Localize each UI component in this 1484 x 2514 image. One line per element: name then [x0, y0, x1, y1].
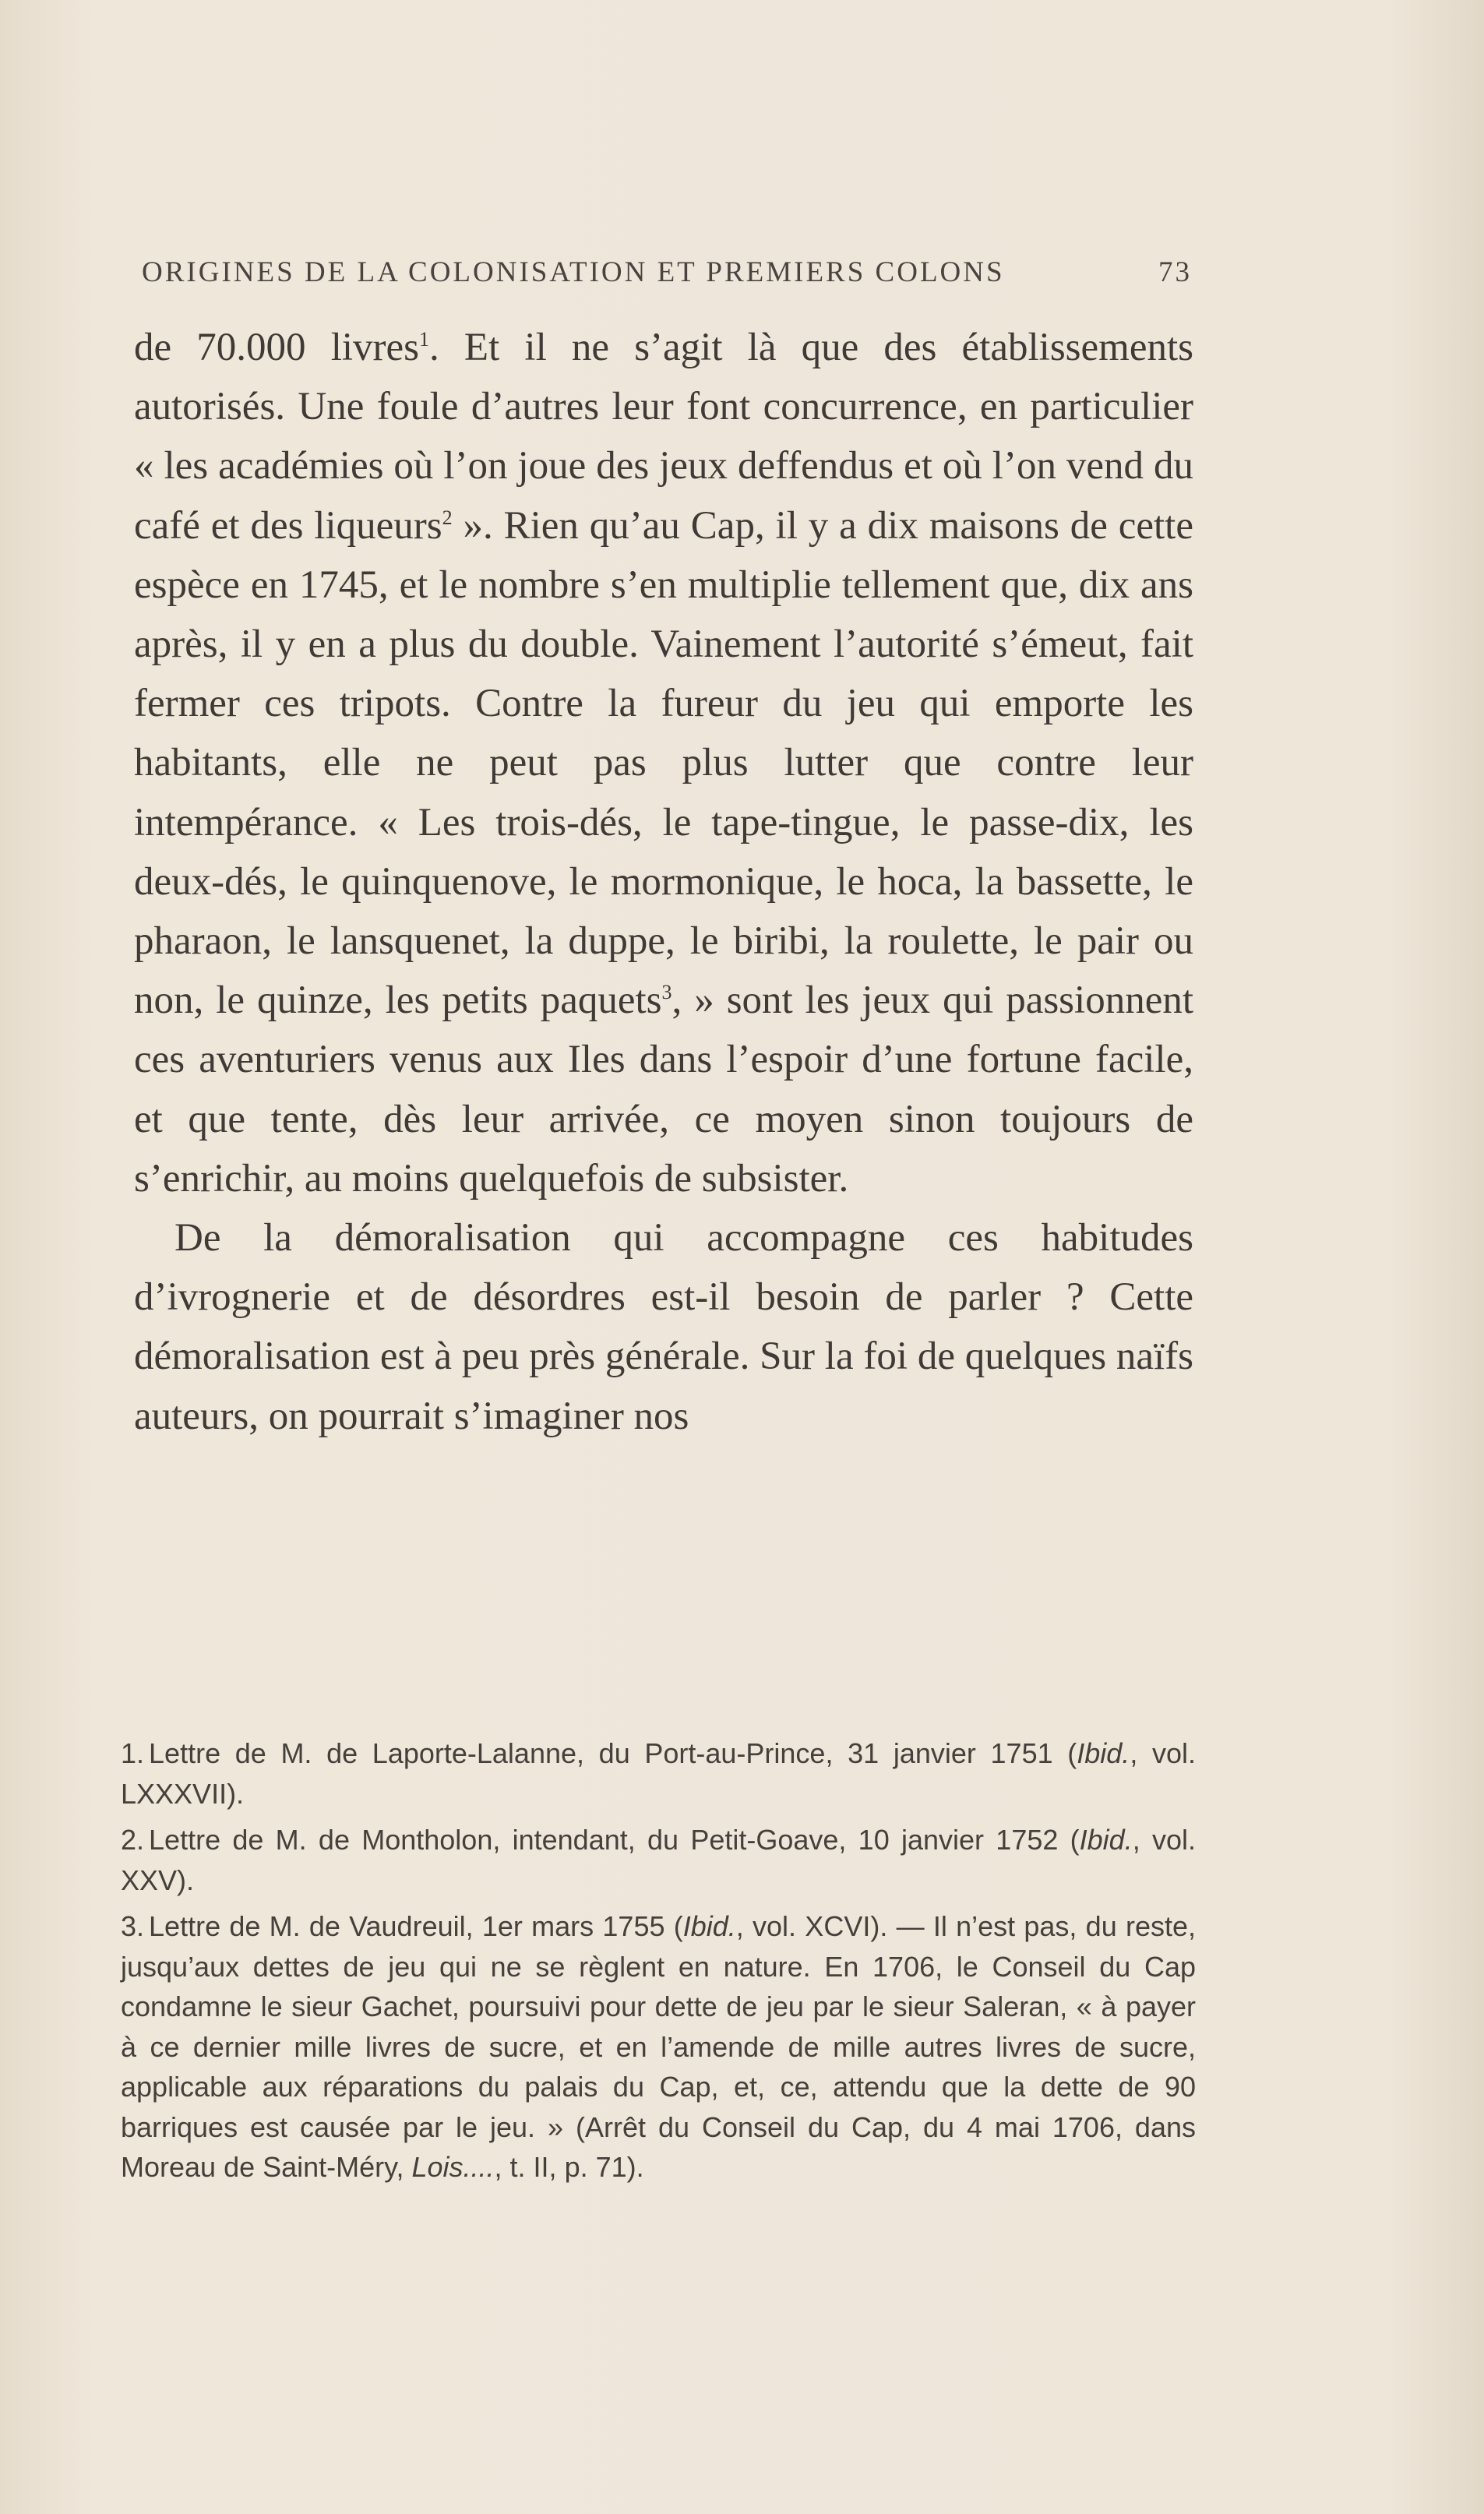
- footnote-2: [121, 1820, 1196, 1900]
- paragraph-1: [134, 318, 1193, 1208]
- footnote-text: Lettre de M. de Montholon, intendant, du Petit-Goave, 10 janvier 1752 (: [149, 1824, 1080, 1856]
- footnote-ref-3: 3: [661, 981, 672, 1004]
- footnote-ref-1: 1: [419, 328, 430, 351]
- footnote-1: [121, 1733, 1196, 1814]
- paragraph-1-part-3: ». Rien qu’au Cap, il y a dix maisons de cette espèce en 1745, et le nombre s’en multiplie tellement que, dix ans après, il y en a plus du double. Vainement l’autorité s’émeut, fait fermer ces tripots. Contre la fureur du jeu qui emporte les habitants, elle ne peut pas plus lutter que contre leur intempérance. « Les trois-dés, le tape-tingue, le passe-dix, les deux-dés, le quinquenove, le mormonique, le hoca, la bassette, le pharaon, le lansquenet, la duppe, le biribi, la roulette, le pair ou non, le quinze, les petits paquets: [134, 503, 1193, 1023]
- footnote-end: , t. II, p. 71).: [494, 2151, 644, 2183]
- footnote-number: 2.: [121, 1824, 145, 1856]
- paragraph-1-part-1: de 70.000 livres: [134, 326, 420, 369]
- footnote-number: 3.: [121, 1910, 145, 1942]
- footnote-tail: , vol. LXXXVII).: [121, 1737, 1196, 1810]
- footnote-ibid: Ibid.: [1077, 1737, 1130, 1769]
- footnote-number: 1.: [121, 1737, 145, 1769]
- footnote-middle: , vol. XCVI). — Il n’est pas, du reste, jusqu’aux dettes de jeu qui ne se règlent en nature. En 1706, le Conseil du Cap condamne le sieur Gachet, poursuivi pour dette de jeu par le sieur Saleran, « à payer à ce dernier mille livres de sucre, et en l’amende de mille autres livres de sucre, applicable aux réparations du palais du Cap, et, ce, attendu que la dette de 90 barriques est causée par le jeu. » (Arrêt du Conseil du Cap, du 4 mai 1706, dans Moreau de Saint-Méry,: [121, 1910, 1197, 2183]
- footnote-ref-2: 2: [442, 506, 453, 529]
- page-header: [142, 256, 1192, 302]
- footnote-lois: Lois....: [411, 2151, 495, 2183]
- footnote-text: Lettre de M. de Laporte-Lalanne, du Port-au-Prince, 31 janvier 1751 (: [149, 1737, 1077, 1769]
- page-number: 73: [1158, 256, 1192, 288]
- running-title: ORIGINES DE LA COLONISATION ET PREMIERS COLONS: [142, 256, 1005, 288]
- footnote-3: [121, 1906, 1196, 2188]
- main-text: [134, 318, 1193, 1446]
- footnote-text: Lettre de M. de Vaudreuil, 1er mars 1755 (: [149, 1910, 683, 1942]
- footnote-ibid: Ibid.: [682, 1910, 736, 1942]
- footnote-ibid: Ibid.: [1079, 1824, 1133, 1856]
- footnote-tail: , vol. XXV).: [121, 1824, 1196, 1896]
- paragraph-1-part-4: , » sont les jeux qui passionnent ces aventuriers venus aux Iles dans l’espoir d’une fortune facile, et que tente, dès leur arrivée, ce moyen sinon toujours de s’enrichir, au moins quelquefois de subsister.: [134, 978, 1194, 1201]
- paragraph-1-part-2: . Et il ne s’agit là que des établissements autorisés. Une foule d’autres leur font concurrence, en particulier « les académies où l’on joue des jeux deffendus et où l’on vend du café et des liqueurs: [134, 326, 1193, 548]
- footnotes: [121, 1733, 1196, 2194]
- paragraph-2: De la démoralisation qui accompagne ces habitudes d’ivrognerie et de désordres est-il besoin de parler ? Cette démoralisation est à peu près générale. Sur la foi de quelques naïfs auteurs, on pourrait s’imaginer nos: [134, 1216, 1193, 1438]
